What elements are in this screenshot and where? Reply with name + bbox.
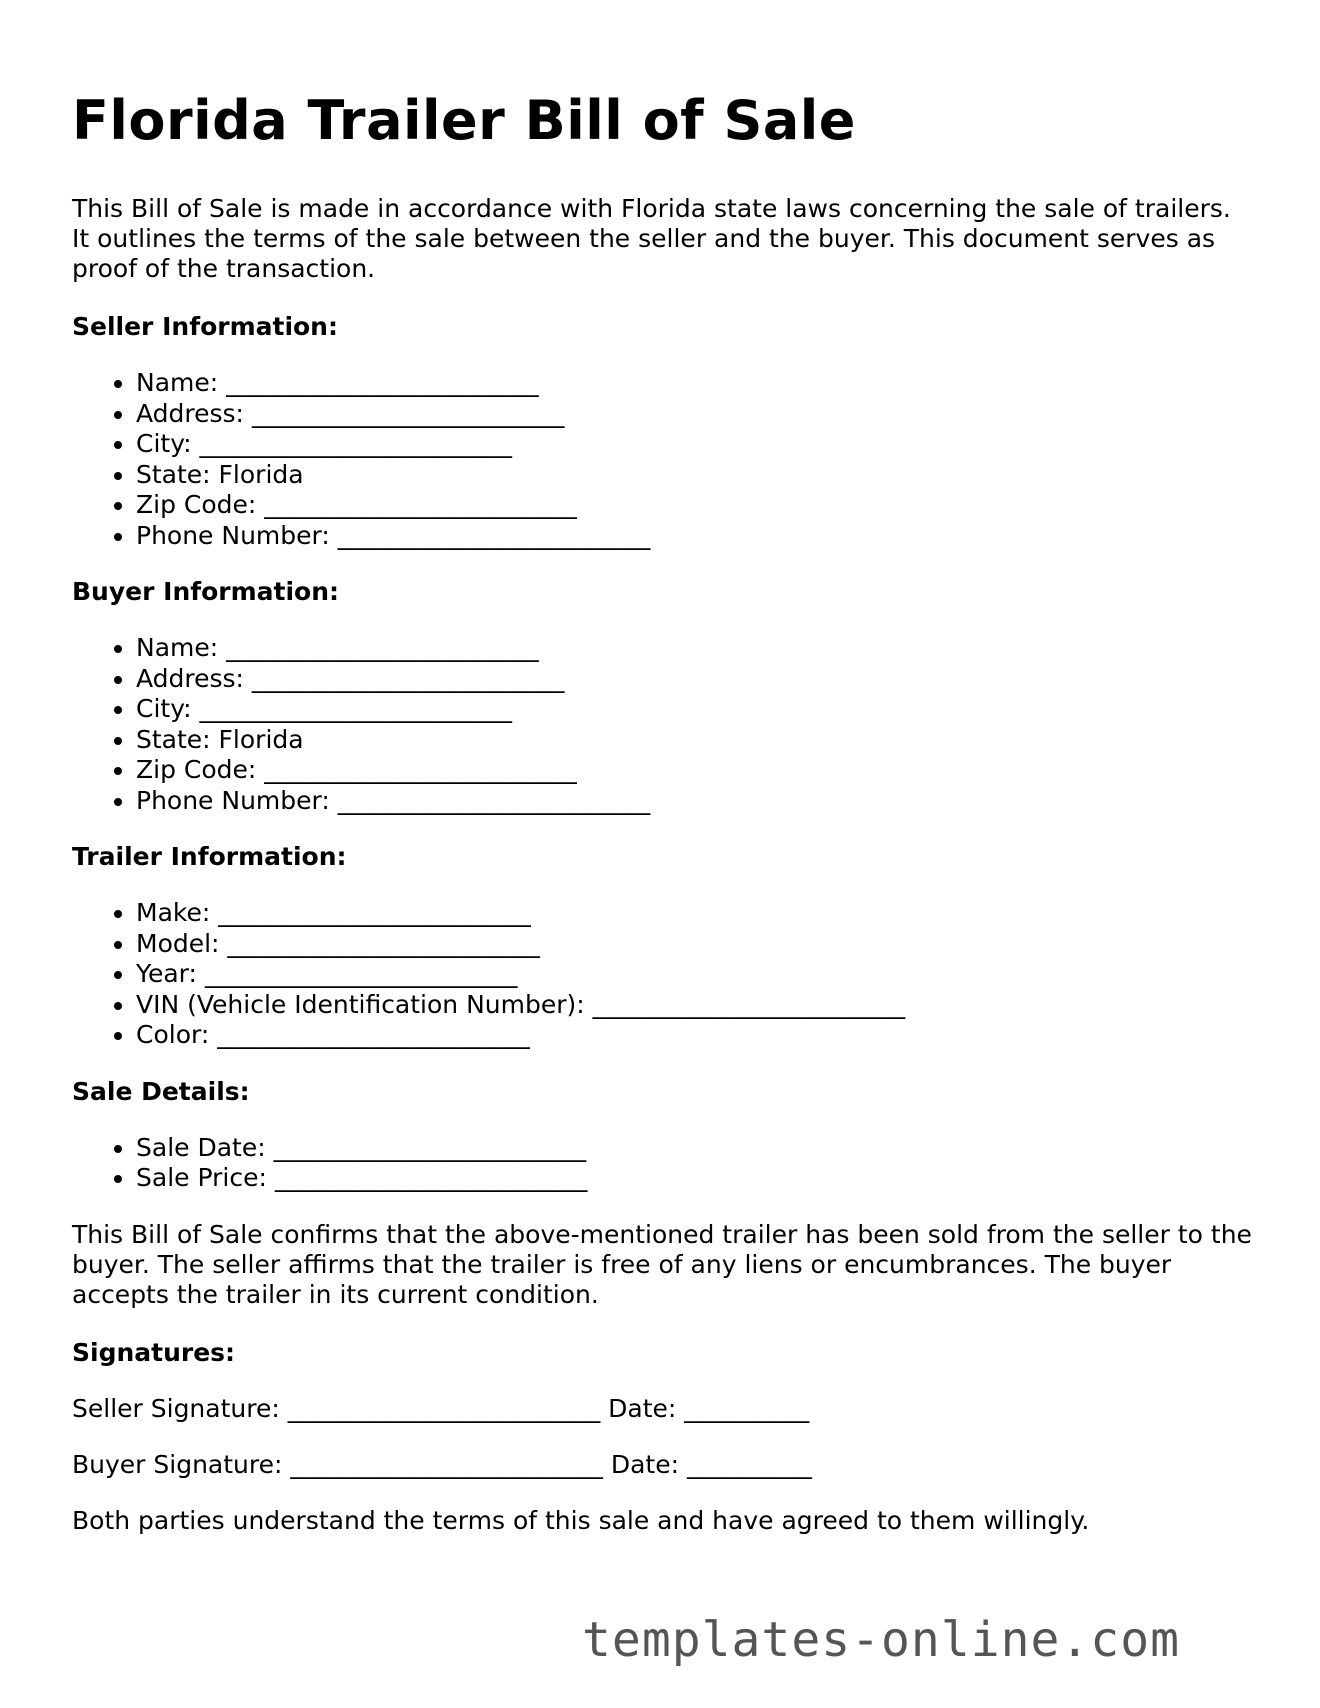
seller-state-field: • State: Florida bbox=[136, 460, 1252, 491]
sale-price-field: • Sale Price: _________________________ bbox=[136, 1163, 1252, 1194]
trailer-vin-field: • VIN (Vehicle Identification Number): _________________________ bbox=[136, 990, 1252, 1021]
trailer-color-field: • Color: _________________________ bbox=[136, 1020, 1252, 1051]
signatures-heading: Signatures: bbox=[72, 1337, 236, 1367]
buyer-heading: Buyer Information: bbox=[72, 577, 340, 607]
seller-heading: Seller Information: bbox=[72, 312, 338, 342]
trailer-section bbox=[72, 842, 1252, 1051]
trailer-make-field: • Make: _________________________ bbox=[136, 898, 1252, 929]
trailer-heading: Trailer Information: bbox=[72, 842, 347, 872]
sale-heading: Sale Details: bbox=[72, 1076, 250, 1106]
sale-date-field: • Sale Date: _________________________ bbox=[136, 1133, 1252, 1164]
agreement-statement: Both parties understand the terms of this sale and have agreed to them willingly. bbox=[72, 1505, 1090, 1535]
buyer-zip-field: • Zip Code: _________________________ bbox=[136, 755, 1252, 786]
closing-paragraph: This Bill of Sale confirms that the above-mentioned trailer has been sold from the seller to the buyer. The seller affirms that the trailer is free of any liens or encumbrances. The buyer accepts the trailer in its current condition. bbox=[72, 1219, 1252, 1309]
signatures-section bbox=[72, 1338, 1252, 1480]
buyer-section bbox=[72, 577, 1252, 816]
buyer-state-field: • State: Florida bbox=[136, 725, 1252, 756]
seller-city-field: • City: _________________________ bbox=[136, 429, 1252, 460]
trailer-fields-list bbox=[72, 898, 1252, 1051]
seller-address-field: • Address: _________________________ bbox=[136, 399, 1252, 430]
buyer-fields-list bbox=[72, 633, 1252, 816]
watermark-text: templates-online.com bbox=[582, 1612, 1180, 1668]
buyer-name-field: • Name: _________________________ bbox=[136, 633, 1252, 664]
page-title: Florida Trailer Bill of Sale bbox=[72, 89, 856, 152]
document-page bbox=[72, 90, 1252, 1536]
seller-zip-field: • Zip Code: _________________________ bbox=[136, 490, 1252, 521]
seller-fields-list bbox=[72, 368, 1252, 551]
seller-section bbox=[72, 312, 1252, 551]
seller-phone-field: • Phone Number: _________________________ bbox=[136, 521, 1252, 552]
buyer-address-field: • Address: _________________________ bbox=[136, 664, 1252, 695]
seller-signature-line: Seller Signature: _________________________ Date: __________ bbox=[72, 1393, 810, 1423]
trailer-model-field: • Model: _________________________ bbox=[136, 929, 1252, 960]
trailer-year-field: • Year: _________________________ bbox=[136, 959, 1252, 990]
buyer-phone-field: • Phone Number: _________________________ bbox=[136, 786, 1252, 817]
buyer-signature-line: Buyer Signature: _________________________ Date: __________ bbox=[72, 1449, 812, 1479]
intro-paragraph: This Bill of Sale is made in accordance with Florida state laws concerning the sale of trailers. It outlines the terms of the sale between the seller and the buyer. This document serves as proof of the transaction. bbox=[72, 194, 1231, 284]
seller-name-field: • Name: _________________________ bbox=[136, 368, 1252, 399]
sale-section bbox=[72, 1077, 1252, 1194]
sale-fields-list bbox=[72, 1133, 1252, 1194]
buyer-city-field: • City: _________________________ bbox=[136, 694, 1252, 725]
